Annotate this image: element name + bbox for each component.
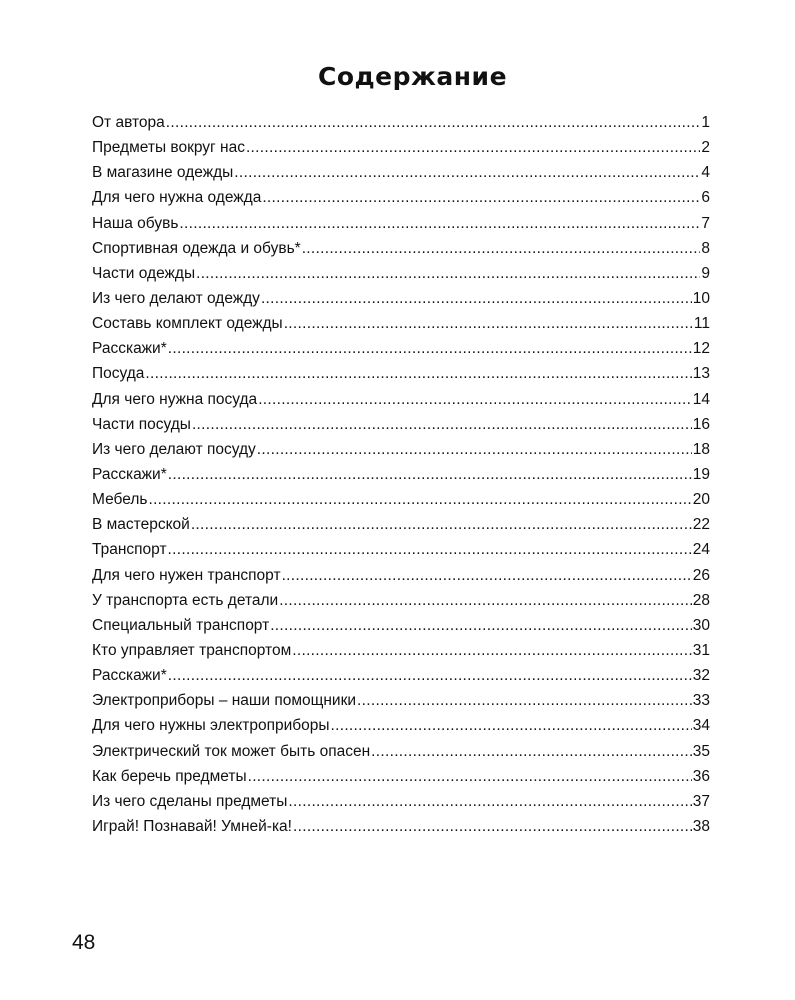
dot-leader bbox=[279, 588, 692, 613]
page-number: 48 bbox=[72, 931, 96, 954]
toc-entry bbox=[92, 361, 710, 386]
dot-leader bbox=[357, 688, 692, 713]
toc-entry-label: Для чего нужна одежда bbox=[92, 189, 262, 207]
toc-entry-page: 31 bbox=[692, 641, 710, 659]
toc-entry-page: 1 bbox=[701, 114, 710, 131]
toc-entry-page: 35 bbox=[692, 742, 710, 760]
toc-entry-page: 33 bbox=[692, 692, 710, 710]
toc-entry-label: Как беречь предметы bbox=[92, 767, 247, 785]
toc-entry bbox=[92, 814, 710, 839]
toc-entry bbox=[92, 764, 710, 789]
toc-entry bbox=[92, 512, 710, 537]
toc-entry-label: Наша обувь bbox=[92, 214, 179, 232]
dot-leader bbox=[284, 311, 693, 336]
toc-entry bbox=[92, 211, 710, 236]
toc-entry-page: 34 bbox=[692, 717, 710, 735]
toc-entry-page: 24 bbox=[692, 541, 710, 559]
toc-entry-page: 8 bbox=[701, 239, 710, 257]
toc-entry-label: Из чего сделаны предметы bbox=[92, 792, 288, 810]
dot-leader bbox=[234, 160, 700, 185]
toc-entry-label: От автора bbox=[92, 114, 165, 131]
dot-leader bbox=[196, 261, 700, 286]
toc-entry bbox=[92, 613, 710, 638]
toc-entry-label: Части одежды bbox=[92, 264, 196, 282]
toc-entry bbox=[92, 110, 710, 135]
toc-entry-label: В магазине одежды bbox=[92, 164, 234, 182]
toc-entry-label: Части посуды bbox=[92, 415, 191, 433]
toc-entry-page: 30 bbox=[692, 616, 710, 634]
toc-entry-label: Электроприборы – наши помощники bbox=[92, 692, 357, 710]
toc-entry-label: Расскажи* bbox=[92, 667, 167, 685]
dot-leader bbox=[257, 437, 692, 462]
dot-leader bbox=[292, 638, 692, 663]
toc-entry-page: 32 bbox=[692, 667, 710, 685]
dot-leader bbox=[179, 211, 700, 236]
toc-entry-page: 11 bbox=[693, 315, 710, 333]
dot-leader bbox=[168, 336, 692, 361]
toc-entry-label: Транспорт bbox=[92, 541, 167, 559]
toc-entry bbox=[92, 261, 710, 286]
dot-leader bbox=[262, 185, 700, 210]
dot-leader bbox=[261, 286, 692, 311]
toc-entry bbox=[92, 663, 710, 688]
toc-entry-page: 9 bbox=[701, 264, 710, 282]
toc-entry bbox=[92, 537, 710, 562]
dot-leader bbox=[371, 739, 692, 764]
toc-entry bbox=[92, 160, 710, 185]
toc-entry-label: Кто управляет транспортом bbox=[92, 641, 292, 659]
toc-entry bbox=[92, 286, 710, 311]
toc-entry-page: 14 bbox=[692, 390, 710, 408]
toc-entry-page: 4 bbox=[701, 164, 710, 182]
toc-entry-page: 7 bbox=[701, 214, 710, 232]
toc-entry-label: В мастерской bbox=[92, 516, 190, 534]
toc-entry bbox=[92, 487, 710, 512]
page-title: Содержание bbox=[317, 62, 508, 91]
dot-leader bbox=[258, 387, 692, 412]
dot-leader bbox=[168, 537, 692, 562]
toc-entry-page: 36 bbox=[692, 767, 710, 785]
dot-leader bbox=[302, 236, 701, 261]
dot-leader bbox=[191, 512, 692, 537]
toc-entry-page: 10 bbox=[692, 289, 710, 307]
toc-entry-label: У транспорта есть детали bbox=[92, 591, 279, 609]
toc-entry-label: Играй! Познавай! Умней-ка! bbox=[92, 817, 292, 835]
toc-entry bbox=[92, 135, 710, 160]
dot-leader bbox=[331, 713, 692, 738]
toc-entry-label: Мебель bbox=[92, 491, 148, 509]
toc-entry bbox=[92, 713, 710, 738]
toc-entry-label: Для чего нужен транспорт bbox=[92, 566, 281, 584]
toc-entry-label: Из чего делают одежду bbox=[92, 289, 260, 307]
toc-entry bbox=[92, 437, 710, 462]
dot-leader bbox=[293, 814, 692, 839]
toc-entry-label: Расскажи* bbox=[92, 340, 167, 358]
toc-entry-label: Составь комплект одежды bbox=[92, 315, 283, 333]
toc-entry bbox=[92, 789, 710, 814]
toc-entry bbox=[92, 462, 710, 487]
toc-entry bbox=[92, 311, 710, 336]
toc-entry-page: 28 bbox=[692, 591, 710, 609]
toc-entry bbox=[92, 185, 710, 210]
toc-entry-page: 18 bbox=[692, 440, 710, 458]
toc-entry-page: 38 bbox=[692, 817, 710, 835]
toc-entry-page: 16 bbox=[692, 415, 710, 433]
toc-entry-page: 2 bbox=[701, 139, 710, 157]
toc-entry bbox=[92, 336, 710, 361]
toc-entry-page: 12 bbox=[692, 340, 710, 358]
toc-entry bbox=[92, 739, 710, 764]
toc-entry bbox=[92, 638, 710, 663]
toc-entry-label: Электрический ток может быть опасен bbox=[92, 742, 371, 760]
toc-entry-page: 6 bbox=[701, 189, 710, 207]
dot-leader bbox=[145, 361, 691, 386]
dot-leader bbox=[282, 563, 692, 588]
toc-entry-label: Специальный транспорт bbox=[92, 616, 270, 634]
toc-entry-page: 22 bbox=[692, 516, 710, 534]
toc-entry-label: Предметы вокруг нас bbox=[92, 139, 245, 157]
toc-entry-page: 19 bbox=[692, 465, 710, 483]
toc-entry bbox=[92, 688, 710, 713]
dot-leader bbox=[192, 412, 692, 437]
toc-entry bbox=[92, 412, 710, 437]
toc-entry-page: 13 bbox=[692, 365, 710, 383]
dot-leader bbox=[248, 764, 692, 789]
toc-entry-label: Из чего делают посуду bbox=[92, 440, 256, 458]
dot-leader bbox=[288, 789, 691, 814]
dot-leader bbox=[168, 462, 692, 487]
toc-entry-label: Для чего нужны электроприборы bbox=[92, 717, 330, 735]
dot-leader bbox=[168, 663, 692, 688]
toc-entry bbox=[92, 563, 710, 588]
dot-leader bbox=[270, 613, 692, 638]
dot-leader bbox=[166, 110, 701, 135]
toc-entry-page: 37 bbox=[692, 792, 710, 810]
toc-entry bbox=[92, 588, 710, 613]
dot-leader bbox=[246, 135, 700, 160]
toc-entry-page: 26 bbox=[692, 566, 710, 584]
toc-entry bbox=[92, 236, 710, 261]
table-of-contents bbox=[92, 110, 710, 839]
toc-entry-label: Посуда bbox=[92, 365, 145, 383]
toc-entry-page: 20 bbox=[692, 491, 710, 509]
dot-leader bbox=[148, 487, 691, 512]
toc-entry-label: Спортивная одежда и обувь* bbox=[92, 239, 301, 257]
toc-entry bbox=[92, 387, 710, 412]
toc-entry-label: Расскажи* bbox=[92, 465, 167, 483]
toc-entry-label: Для чего нужна посуда bbox=[92, 390, 258, 408]
